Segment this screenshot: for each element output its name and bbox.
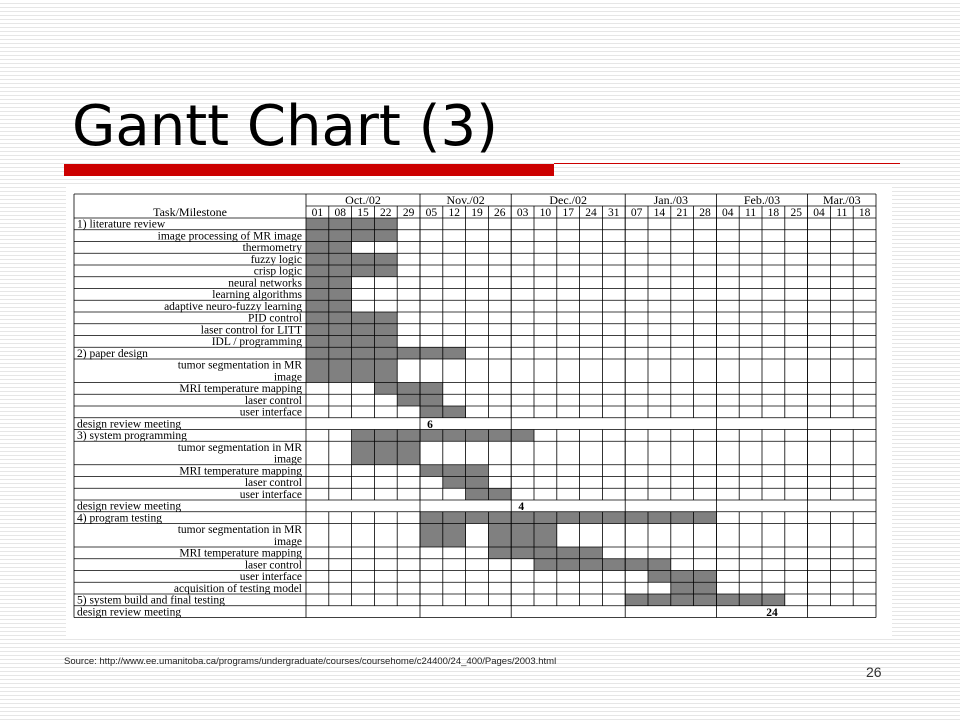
gantt-bar-cell <box>625 594 648 606</box>
gantt-bar-cell <box>306 277 329 289</box>
month-label: Jan./03 <box>653 193 688 207</box>
gantt-bar-cell <box>352 324 375 336</box>
gantt-bar-cell <box>694 571 717 583</box>
gantt-bar-cell <box>374 383 397 395</box>
gantt-bar-cell <box>352 218 375 230</box>
task-row-label: image <box>273 453 302 466</box>
gantt-bar-cell <box>534 512 557 524</box>
task-row-label: image <box>273 371 302 384</box>
gantt-bar-cell <box>306 218 329 230</box>
week-label: 11 <box>745 207 757 219</box>
week-label: 18 <box>858 207 871 219</box>
gantt-bar-cell <box>694 512 717 524</box>
gantt-chart <box>66 186 892 636</box>
task-row-label: adaptive neuro-fuzzy learning <box>164 300 302 313</box>
task-row-label: PID control <box>248 312 302 325</box>
week-label: 21 <box>676 207 688 219</box>
week-label: 28 <box>699 207 711 219</box>
gantt-bar-cell <box>374 230 397 242</box>
task-row-label: acquisition of testing model <box>173 582 302 595</box>
gantt-bar-cell <box>329 242 352 254</box>
gantt-bar-cell <box>557 512 580 524</box>
week-label: 26 <box>494 207 506 219</box>
gantt-bar-cell <box>671 594 694 606</box>
gantt-bar-cell <box>329 300 352 312</box>
gantt-bar-cell <box>420 383 443 395</box>
gantt-bar-cell <box>397 383 420 395</box>
task-row-label: IDL / programming <box>211 336 302 348</box>
gantt-bar-cell <box>488 512 511 524</box>
gantt-bar-cell <box>352 347 375 359</box>
gantt-bar-cell <box>420 512 443 524</box>
gantt-bar-cell <box>511 430 534 442</box>
gantt-bar-cell <box>374 336 397 348</box>
gantt-bar-cell <box>420 347 443 359</box>
task-row-label: laser control for LITT <box>200 324 302 337</box>
gantt-bar-cell <box>306 242 329 254</box>
gantt-bar-cell <box>420 430 443 442</box>
task-row-label: learning algorithms <box>212 289 302 301</box>
milestone-row-label: design review meeting <box>77 606 182 619</box>
section-row-label: 4) program testing <box>77 512 162 525</box>
slide-title: Gantt Chart (3) <box>72 94 498 159</box>
gantt-bar-cell <box>352 359 375 383</box>
task-row-label: tumor segmentation in MR <box>177 359 302 372</box>
week-label: 10 <box>539 207 552 219</box>
week-label: 17 <box>562 207 574 219</box>
gantt-bar-cell <box>306 300 329 312</box>
gantt-bar-cell <box>580 547 603 559</box>
gantt-chart-frame <box>66 186 892 636</box>
gantt-bar-cell <box>443 465 466 477</box>
task-row-label: tumor segmentation in MR <box>177 441 302 454</box>
task-row-label: crisp logic <box>253 265 302 278</box>
gantt-bar-cell <box>352 430 375 442</box>
task-row-label: user interface <box>239 571 302 583</box>
gantt-bar-cell <box>352 336 375 348</box>
milestone-date-marker: 24 <box>766 606 778 619</box>
task-row-label: MRI temperature mapping <box>179 383 302 395</box>
gantt-bar-cell <box>306 336 329 348</box>
week-label: 01 <box>311 207 324 219</box>
milestone-date-marker: 6 <box>427 418 433 431</box>
task-row-label: MRI temperature mapping <box>179 465 302 478</box>
gantt-bar-cell <box>443 347 466 359</box>
week-label: 11 <box>836 207 848 219</box>
milestone-row-label: design review meeting <box>77 500 182 513</box>
task-row-label: fuzzy logic <box>250 253 302 266</box>
gantt-bar-cell <box>602 559 625 571</box>
gantt-bar-cell <box>306 253 329 265</box>
section-row-label: 3) system programming <box>77 430 187 442</box>
gantt-bar-cell <box>306 312 329 324</box>
gantt-bar-cell <box>374 430 397 442</box>
gantt-bar-cell <box>443 406 466 418</box>
task-row-label: tumor segmentation in MR <box>177 524 302 536</box>
week-label: 04 <box>722 207 734 219</box>
month-label: Mar./03 <box>822 193 861 207</box>
gantt-bar-cell <box>374 253 397 265</box>
week-label: 03 <box>516 207 529 219</box>
task-row-label: neural networks <box>228 277 302 290</box>
gantt-bar-cell <box>397 441 420 465</box>
week-label: 14 <box>653 207 666 219</box>
task-header-label: Task/Milestone <box>153 205 227 219</box>
gantt-bar-cell <box>602 512 625 524</box>
week-label: 04 <box>813 207 825 219</box>
week-label: 18 <box>767 207 780 219</box>
milestone-date-marker: 4 <box>518 501 525 513</box>
week-label: 07 <box>630 207 643 219</box>
month-label: Feb./03 <box>743 193 781 207</box>
gantt-bar-cell <box>397 347 420 359</box>
gantt-bar-cell <box>488 430 511 442</box>
gantt-bar-cell <box>443 477 466 489</box>
task-row-label: image <box>273 535 302 548</box>
title-rule-line <box>554 163 900 164</box>
gantt-bar-cell <box>466 488 489 500</box>
gantt-bar-cell <box>374 312 397 324</box>
gantt-bar-cell <box>762 594 785 606</box>
gantt-bar-cell <box>557 547 580 559</box>
gantt-bar-cell <box>534 547 557 559</box>
week-label: 19 <box>471 207 483 219</box>
gantt-bar-cell <box>443 512 466 524</box>
gantt-bar-cell <box>648 571 671 583</box>
page-number: 26 <box>866 664 882 680</box>
gantt-bar-cell <box>648 559 671 571</box>
milestone-row-label: design review meeting <box>77 418 182 431</box>
week-label: 12 <box>448 207 460 219</box>
gantt-bar-cell <box>625 559 648 571</box>
month-label: Nov./02 <box>446 193 485 207</box>
gantt-bar-cell <box>397 394 420 406</box>
gantt-bar-cell <box>648 594 671 606</box>
gantt-bar-cell <box>329 336 352 348</box>
week-label: 25 <box>790 207 802 219</box>
week-label: 15 <box>357 207 369 219</box>
gantt-bar-cell <box>306 265 329 277</box>
gantt-bar-cell <box>671 571 694 583</box>
gantt-bar-cell <box>397 430 420 442</box>
gantt-bar-cell <box>329 230 352 242</box>
week-label: 08 <box>334 207 346 219</box>
gantt-bar-cell <box>329 265 352 277</box>
gantt-bar-cell <box>443 524 466 548</box>
section-row-label: 5) system build and final testing <box>77 594 225 607</box>
gantt-bar-cell <box>534 524 557 548</box>
week-label: 31 <box>608 207 620 219</box>
gantt-bar-cell <box>352 312 375 324</box>
gantt-bar-cell <box>329 359 352 383</box>
gantt-bar-cell <box>716 594 739 606</box>
gantt-bar-cell <box>694 594 717 606</box>
gantt-bar-cell <box>466 430 489 442</box>
gantt-bar-cell <box>466 477 489 489</box>
month-label: Oct./02 <box>345 193 381 207</box>
gantt-bar-cell <box>374 324 397 336</box>
week-label: 05 <box>425 207 438 219</box>
task-row-label: MRI temperature mapping <box>179 547 302 560</box>
gantt-bar-cell <box>352 253 375 265</box>
gantt-bar-cell <box>625 512 648 524</box>
gantt-bar-cell <box>374 347 397 359</box>
week-label: 29 <box>402 207 415 219</box>
gantt-bar-cell <box>557 559 580 571</box>
gantt-bar-cell <box>329 312 352 324</box>
gantt-bar-cell <box>329 218 352 230</box>
gantt-bar-cell <box>694 582 717 594</box>
gantt-bar-cell <box>374 359 397 383</box>
section-row-label: 1) literature review <box>77 218 166 231</box>
gantt-bar-cell <box>420 406 443 418</box>
gantt-bar-cell <box>374 265 397 277</box>
gantt-bar-cell <box>329 347 352 359</box>
task-row-label: laser control <box>244 394 302 407</box>
gantt-bar-cell <box>466 465 489 477</box>
month-label: Dec./02 <box>549 193 588 207</box>
gantt-bar-cell <box>671 512 694 524</box>
gantt-bar-cell <box>306 324 329 336</box>
gantt-bar-cell <box>511 512 534 524</box>
gantt-bar-cell <box>488 488 511 500</box>
task-row-label: laser control <box>244 477 302 489</box>
gantt-bar-cell <box>352 265 375 277</box>
gantt-bar-cell <box>488 547 511 559</box>
section-row-label: 2) paper design <box>77 347 148 360</box>
gantt-bar-cell <box>352 441 375 465</box>
gantt-bar-cell <box>671 582 694 594</box>
gantt-bar-cell <box>352 230 375 242</box>
task-row-label: laser control <box>244 559 302 572</box>
gantt-bar-cell <box>488 524 511 548</box>
gantt-bar-cell <box>511 524 534 548</box>
gantt-bar-cell <box>420 524 443 548</box>
gantt-bar-cell <box>306 359 329 383</box>
gantt-bar-cell <box>466 512 489 524</box>
gantt-bar-cell <box>329 277 352 289</box>
gantt-bar-cell <box>648 512 671 524</box>
gantt-bar-cell <box>534 559 557 571</box>
week-label: 24 <box>585 207 597 219</box>
gantt-bar-cell <box>580 512 603 524</box>
task-row-label: thermometry <box>242 242 302 254</box>
task-row-label: user interface <box>239 406 302 419</box>
title-accent-bar <box>64 164 554 176</box>
week-label: 22 <box>380 207 392 219</box>
gantt-bar-cell <box>329 289 352 301</box>
gantt-bar-cell <box>511 547 534 559</box>
source-note: Source: http://www.ee.umanitoba.ca/programs/undergraduate/courses/coursehome/c24400/24_400/Pages/2003.html <box>64 656 557 667</box>
gantt-bar-cell <box>443 430 466 442</box>
gantt-bar-cell <box>306 289 329 301</box>
gantt-bar-cell <box>374 441 397 465</box>
gantt-bar-cell <box>580 559 603 571</box>
task-row-label: image processing of MR image <box>157 230 302 243</box>
gantt-bar-cell <box>329 324 352 336</box>
gantt-bar-cell <box>374 218 397 230</box>
gantt-bar-cell <box>420 394 443 406</box>
gantt-bar-cell <box>329 253 352 265</box>
gantt-bar-cell <box>306 347 329 359</box>
gantt-bar-cell <box>420 465 443 477</box>
task-row-label: user interface <box>239 488 302 501</box>
gantt-bar-cell <box>306 230 329 242</box>
gantt-bar-cell <box>739 594 762 606</box>
